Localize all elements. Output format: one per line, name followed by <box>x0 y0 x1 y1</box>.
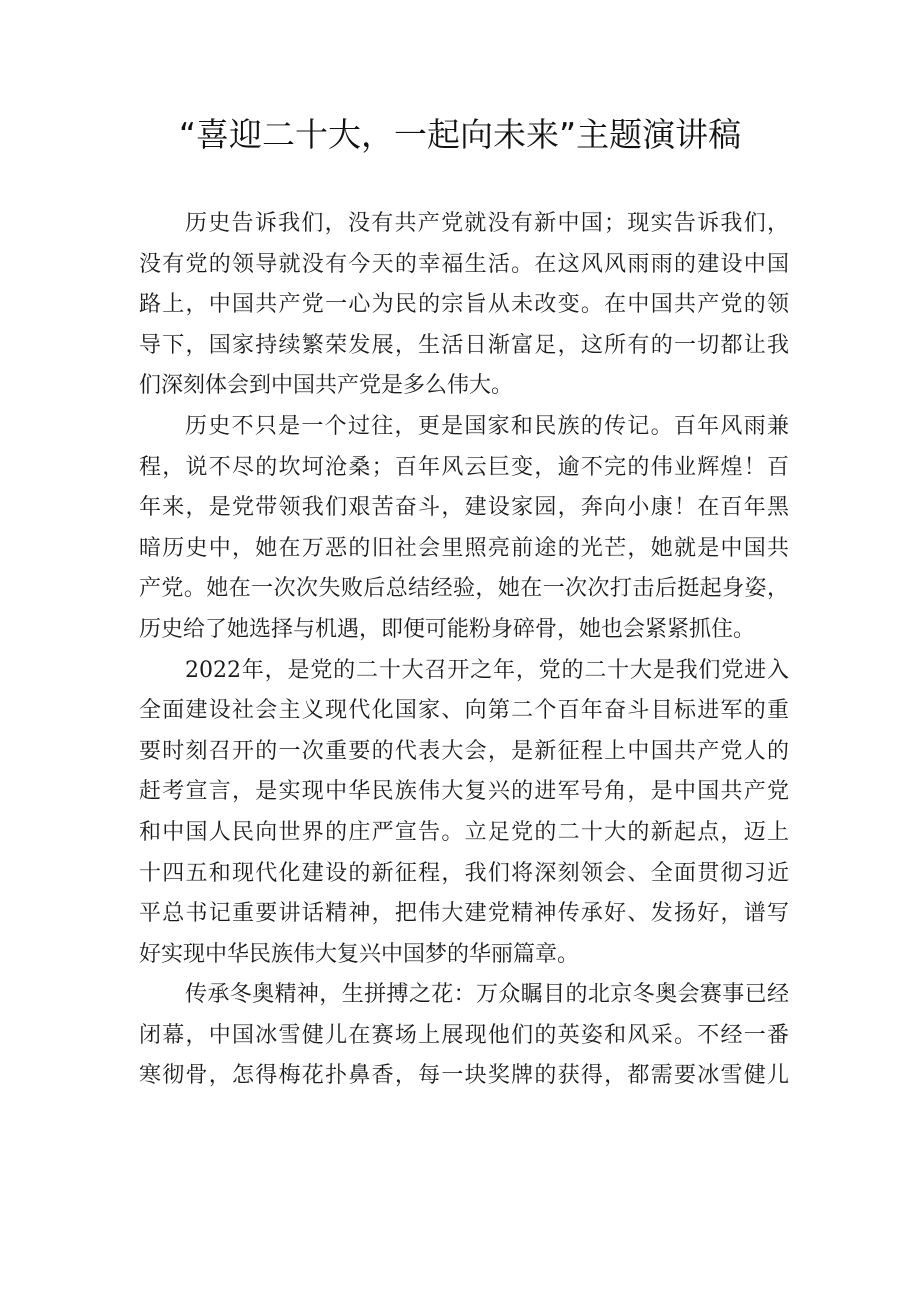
text-line: 全面建设社会主义现代化国家、向第二个百年奋斗目标进军的重 <box>139 698 789 724</box>
text-line: 传承冬奥精神，生拼搏之花：万众瞩目的北京冬奥会赛事已经 <box>185 982 789 1008</box>
text-line: 闭幕，中国冰雪健儿在赛场上展现他们的英姿和风采。不经一番 <box>139 1022 789 1048</box>
text-line: 没有党的领导就没有今天的幸福生活。在这风风雨雨的建设中国 <box>139 251 789 277</box>
text-line: 赶考宣言，是实现中华民族伟大复兴的进军号角，是中国共产党 <box>139 779 789 805</box>
text-line: 好实现中华民族伟大复兴中国梦的华丽篇章。 <box>139 941 580 967</box>
paragraph-2 <box>139 407 789 651</box>
text-line: 寒彻骨，怎得梅花扑鼻香，每一块奖牌的获得，都需要冰雪健儿 <box>139 1063 789 1089</box>
text-line: 要时刻召开的一次重要的代表大会，是新征程上中国共产党人的 <box>139 738 789 764</box>
text-line: 路上，中国共产党一心为民的宗旨从未改变。在中国共产党的领 <box>139 292 789 318</box>
text-line: 导下，国家持续繁荣发展，生活日渐富足，这所有的一切都让我 <box>139 332 789 358</box>
text-line: 年来，是党带领我们艰苦奋斗，建设家园，奔向小康！在百年黑 <box>139 495 789 521</box>
text-line: 2022年，是党的二十大召开之年，党的二十大是我们党进入 <box>185 657 789 683</box>
document-title: “喜迎二十大，一起向未来”主题演讲稿 <box>178 115 742 154</box>
text-line: 暗历史中，她在万恶的旧社会里照亮前途的光芒，她就是中国共 <box>139 535 789 561</box>
text-line: 历史不只是一个过往，更是国家和民族的传记。百年风雨兼 <box>185 413 789 439</box>
paragraph-1 <box>139 204 789 407</box>
text-line: 们深刻体会到中国共产党是多么伟大。 <box>139 373 514 399</box>
document-body <box>139 204 789 1097</box>
paragraph-3 <box>139 651 789 976</box>
text-line: 产党。她在一次次失败后总结经验，她在一次次打击后挺起身姿， <box>139 576 789 602</box>
text-line: 和中国人民向世界的庄严宣告。立足党的二十大的新起点，迈上 <box>139 819 789 845</box>
text-line: 历史给了她选择与机遇，即便可能粉身碎骨，她也会紧紧抓住。 <box>139 616 756 642</box>
paragraph-4 <box>139 975 789 1097</box>
text-line: 十四五和现代化建设的新征程，我们将深刻领会、全面贯彻习近 <box>139 860 789 886</box>
text-line: 历史告诉我们，没有共产党就没有新中国；现实告诉我们， <box>185 211 789 236</box>
text-line: 程，说不尽的坎坷沧桑；百年风云巨变，逾不完的伟业辉煌！百 <box>139 454 789 480</box>
text-line: 平总书记重要讲话精神，把伟大建党精神传承好、发扬好，谱写 <box>139 901 789 927</box>
